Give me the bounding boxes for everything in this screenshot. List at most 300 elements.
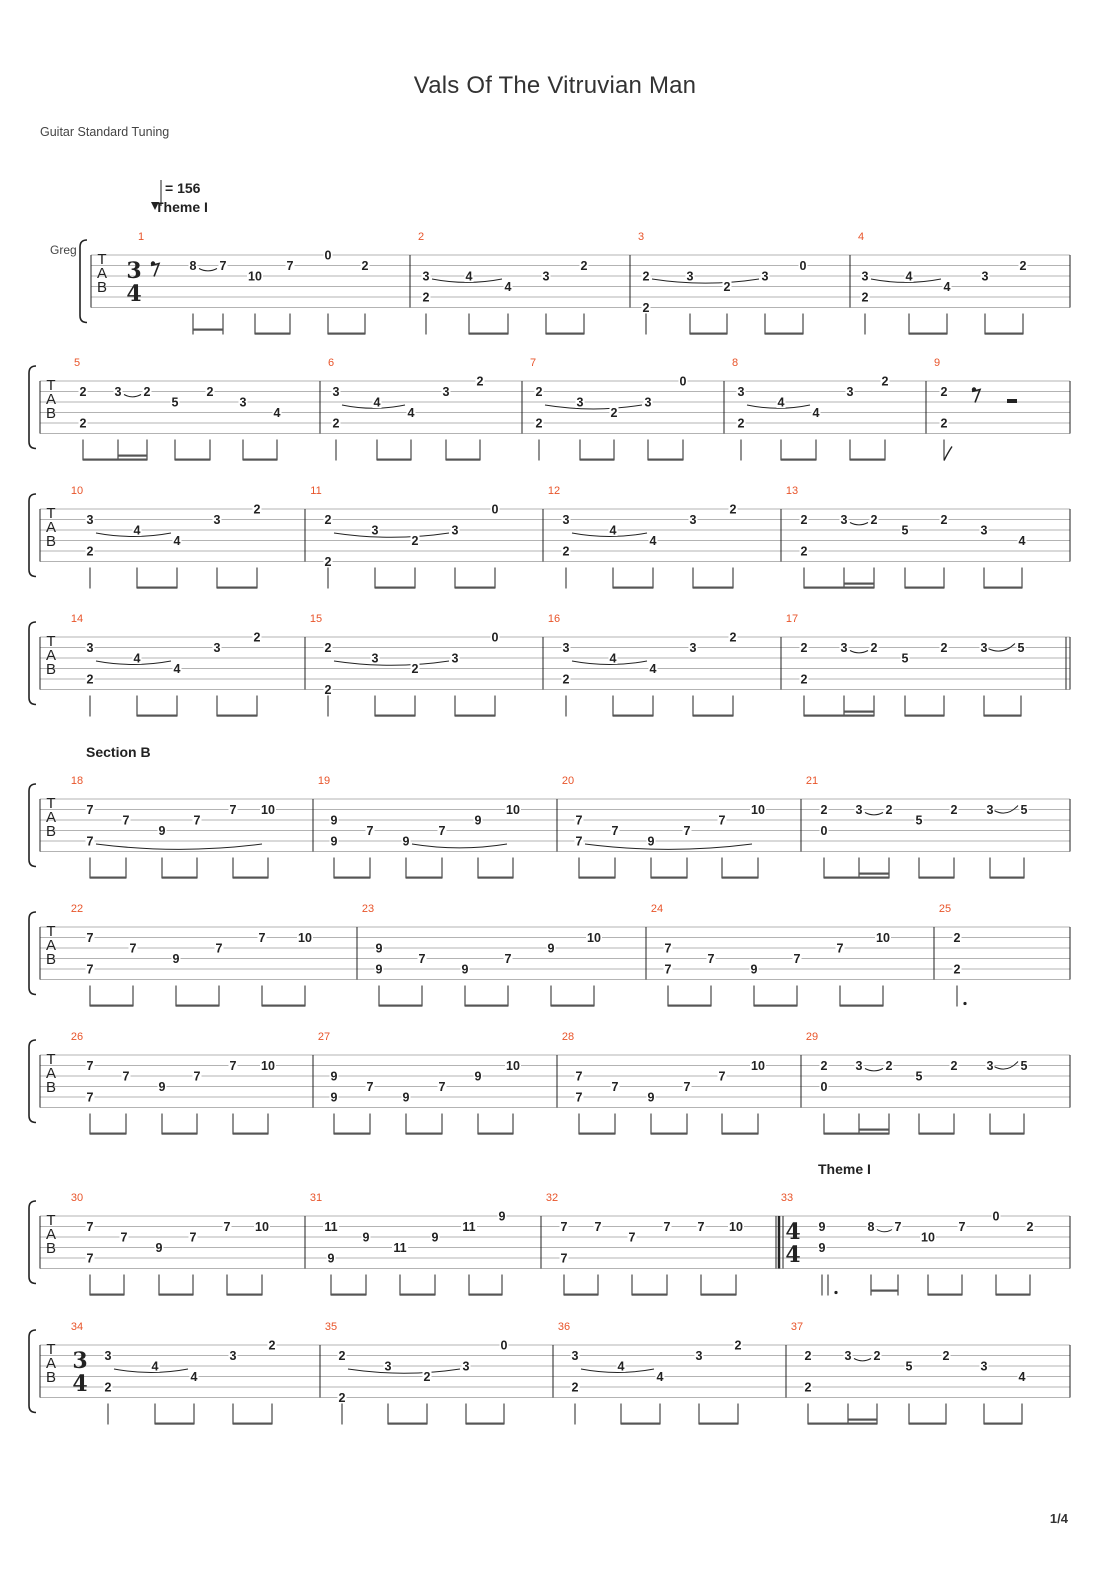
note-beam bbox=[90, 1005, 133, 1007]
fret-number: 5 bbox=[901, 651, 909, 666]
fret-number: 7 bbox=[122, 1069, 130, 1084]
note-beam bbox=[996, 1294, 1030, 1296]
fret-number: 7 bbox=[86, 962, 94, 977]
fret-number: 2 bbox=[800, 544, 808, 559]
measure-number: 30 bbox=[70, 1192, 84, 1204]
note-beam bbox=[137, 587, 177, 589]
fret-number: 2 bbox=[723, 280, 731, 294]
note-beam bbox=[375, 715, 415, 717]
fret-number: 7 bbox=[129, 941, 137, 956]
fret-number: 8 bbox=[867, 1220, 875, 1234]
note-beam bbox=[90, 1133, 126, 1135]
note-beam bbox=[388, 1423, 427, 1425]
fret-number: 9 bbox=[402, 1090, 410, 1105]
measure bbox=[318, 775, 557, 879]
fret-number: 0 bbox=[491, 502, 499, 517]
fret-number: 7 bbox=[664, 941, 672, 956]
measure bbox=[310, 613, 543, 717]
measure bbox=[71, 775, 313, 879]
fret-number: 4 bbox=[373, 395, 381, 410]
note-beam bbox=[193, 329, 223, 331]
fret-number: 2 bbox=[411, 534, 419, 548]
fret-number: 7 bbox=[707, 952, 715, 966]
fret-number: 7 bbox=[575, 834, 583, 849]
fret-number: 4 bbox=[151, 1359, 159, 1374]
fret-number: 7 bbox=[438, 824, 446, 838]
fret-number: 2 bbox=[953, 962, 961, 977]
fret-number: 3 bbox=[451, 523, 459, 538]
note-beam bbox=[233, 1133, 268, 1135]
note-beam bbox=[648, 459, 683, 461]
fret-number: 9 bbox=[330, 834, 338, 849]
time-signature-top: 4 bbox=[785, 1219, 801, 1245]
tab-clef-a: A bbox=[45, 1226, 57, 1243]
fret-number: 2 bbox=[942, 1349, 950, 1363]
fret-number: 7 bbox=[120, 1230, 128, 1245]
fret-number: 5 bbox=[915, 813, 923, 828]
measure-number: 20 bbox=[561, 775, 575, 787]
measure bbox=[530, 357, 724, 461]
measure-number: 22 bbox=[70, 903, 84, 915]
section-label: Section B bbox=[86, 744, 151, 760]
fret-number: 2 bbox=[535, 416, 543, 431]
fret-number: 2 bbox=[861, 290, 869, 305]
note-beam bbox=[722, 877, 758, 879]
fret-number: 10 bbox=[587, 931, 601, 945]
fret-number: 7 bbox=[611, 1080, 619, 1094]
fret-number: 2 bbox=[642, 301, 650, 315]
fret-number: 2 bbox=[820, 1059, 828, 1073]
measure bbox=[786, 613, 1070, 717]
measure-number: 3 bbox=[637, 231, 645, 243]
fret-number: 7 bbox=[575, 1090, 583, 1105]
fret-number: 3 bbox=[844, 1349, 852, 1363]
measure-number: 5 bbox=[73, 357, 81, 369]
fret-number: 7 bbox=[697, 1220, 705, 1234]
measure bbox=[934, 357, 1070, 461]
staff-brace bbox=[29, 912, 36, 995]
fret-number: 4 bbox=[190, 1370, 198, 1384]
measure-number: 14 bbox=[70, 613, 84, 625]
tie-arc bbox=[348, 1369, 460, 1373]
note-beam bbox=[613, 587, 653, 589]
note-beam bbox=[334, 1133, 370, 1135]
fret-number: 7 bbox=[663, 1220, 671, 1234]
fret-number: 3 bbox=[384, 1359, 392, 1374]
tab-clef-b: B bbox=[45, 405, 57, 422]
fret-number: 10 bbox=[248, 269, 262, 284]
measure bbox=[318, 1031, 557, 1135]
fret-number: 3 bbox=[840, 641, 848, 655]
fret-number: 3 bbox=[737, 385, 745, 399]
note-beam bbox=[990, 877, 1024, 879]
fret-number: 5 bbox=[1017, 641, 1025, 655]
note-beam bbox=[579, 877, 615, 879]
measure bbox=[558, 1321, 786, 1425]
fret-number: 7 bbox=[189, 1230, 197, 1245]
fret-number: 2 bbox=[940, 513, 948, 527]
tab-clef-a: A bbox=[45, 391, 57, 408]
fret-number: 7 bbox=[611, 824, 619, 838]
measure-number: 34 bbox=[70, 1321, 84, 1333]
fret-number: 9 bbox=[402, 834, 410, 849]
fret-number: 5 bbox=[171, 395, 179, 410]
fret-number: 7 bbox=[894, 1220, 902, 1234]
tie-arc bbox=[854, 1359, 871, 1361]
measure bbox=[562, 775, 801, 879]
note-beam bbox=[564, 1294, 598, 1296]
tab-clef-b: B bbox=[45, 533, 57, 550]
fret-number: 0 bbox=[820, 824, 828, 838]
measure bbox=[651, 903, 934, 1007]
tuning-label: Guitar Standard Tuning bbox=[40, 125, 170, 139]
fret-number: 7 bbox=[575, 813, 583, 828]
fret-number: 9 bbox=[474, 1069, 482, 1084]
note-beam bbox=[668, 1005, 711, 1007]
measure-number: 25 bbox=[938, 903, 952, 915]
half-rest bbox=[1007, 399, 1017, 403]
tab-clef-t: T bbox=[46, 1341, 56, 1358]
fret-number: 3 bbox=[213, 513, 221, 527]
fret-number: 7 bbox=[793, 952, 801, 966]
fret-number: 3 bbox=[986, 1059, 994, 1073]
fret-number: 3 bbox=[562, 641, 570, 655]
instrument-name: Greg bbox=[50, 243, 77, 257]
fret-number: 11 bbox=[324, 1220, 338, 1234]
fret-number: 7 bbox=[560, 1220, 568, 1234]
fret-number: 7 bbox=[560, 1251, 568, 1266]
fret-number: 9 bbox=[375, 962, 383, 977]
fret-number: 7 bbox=[229, 1059, 237, 1073]
fret-number: 4 bbox=[649, 534, 657, 548]
note-beam bbox=[455, 587, 495, 589]
tie-arc bbox=[585, 844, 752, 849]
fret-number: 2 bbox=[476, 374, 484, 389]
fret-number: 5 bbox=[1020, 1059, 1028, 1073]
tab-clef-b: B bbox=[96, 279, 108, 296]
fret-number: 2 bbox=[324, 513, 332, 527]
fret-number: 9 bbox=[330, 1069, 338, 1084]
dot-marker bbox=[963, 1002, 966, 1005]
fret-number: 9 bbox=[461, 962, 469, 977]
measure bbox=[362, 903, 646, 1007]
fret-number: 9 bbox=[750, 962, 758, 977]
fret-number: 3 bbox=[986, 803, 994, 817]
time-signature-bottom: 4 bbox=[785, 1242, 801, 1268]
measure bbox=[786, 485, 1070, 589]
measure-number: 9 bbox=[933, 357, 941, 369]
fret-number: 7 bbox=[86, 1220, 94, 1234]
note-beam bbox=[406, 877, 442, 879]
fret-number: 9 bbox=[155, 1241, 163, 1255]
fret-number: 7 bbox=[229, 803, 237, 817]
fret-number: 4 bbox=[504, 280, 512, 294]
staff-brace bbox=[29, 622, 36, 705]
note-beam bbox=[919, 877, 954, 879]
measure-number: 11 bbox=[310, 485, 322, 497]
note-beam bbox=[859, 873, 889, 875]
fret-number: 4 bbox=[609, 523, 617, 538]
fret-number: 10 bbox=[751, 803, 765, 817]
note-beam bbox=[83, 459, 147, 461]
measure bbox=[71, 1031, 313, 1135]
measure bbox=[806, 775, 1070, 879]
note-beam bbox=[233, 1423, 272, 1425]
fret-number: 10 bbox=[729, 1220, 743, 1234]
measure bbox=[546, 1192, 776, 1296]
fret-number: 2 bbox=[950, 1059, 958, 1073]
note-beam bbox=[701, 1294, 736, 1296]
tab-clef-t: T bbox=[46, 377, 56, 394]
fret-number: 2 bbox=[332, 416, 340, 431]
fret-number: 7 bbox=[193, 813, 201, 828]
note-beam bbox=[227, 1294, 262, 1296]
fret-number: 10 bbox=[506, 803, 520, 817]
note-beam bbox=[909, 1423, 946, 1425]
fret-number: 10 bbox=[255, 1220, 269, 1234]
note-beam bbox=[469, 333, 508, 335]
note-beam bbox=[754, 1005, 797, 1007]
fret-number: 2 bbox=[642, 269, 650, 284]
fret-number: 2 bbox=[580, 259, 588, 273]
tab-clef-b: B bbox=[45, 951, 57, 968]
tie-arc bbox=[850, 651, 868, 653]
measure-number: 24 bbox=[650, 903, 664, 915]
fret-number: 5 bbox=[915, 1069, 923, 1084]
fret-number: 0 bbox=[324, 248, 332, 263]
measure-number: 8 bbox=[731, 357, 739, 369]
note-beam bbox=[859, 1129, 889, 1131]
note-beam bbox=[551, 1005, 594, 1007]
fret-number: 2 bbox=[800, 513, 808, 527]
fret-number: 0 bbox=[799, 259, 807, 273]
measure bbox=[806, 1031, 1070, 1135]
note-beam bbox=[848, 1419, 877, 1421]
fret-number: 9 bbox=[547, 941, 555, 956]
tab-clef-t: T bbox=[97, 251, 107, 268]
fret-number: 7 bbox=[504, 952, 512, 966]
fret-number: 2 bbox=[729, 630, 737, 645]
note-flag bbox=[944, 447, 952, 461]
note-beam bbox=[262, 1005, 305, 1007]
fret-number: 2 bbox=[940, 385, 948, 399]
fret-number: 9 bbox=[431, 1230, 439, 1245]
fret-number: 3 bbox=[761, 269, 769, 284]
note-beam bbox=[690, 333, 727, 335]
note-beam bbox=[579, 1133, 615, 1135]
section-label: Theme I bbox=[818, 1161, 871, 1177]
fret-number: 2 bbox=[268, 1338, 276, 1353]
fret-number: 10 bbox=[921, 1230, 935, 1245]
measure-number: 26 bbox=[70, 1031, 84, 1043]
fret-number: 7 bbox=[286, 259, 294, 273]
fret-number: 9 bbox=[498, 1209, 506, 1224]
note-beam bbox=[781, 459, 816, 461]
fret-number: 2 bbox=[881, 374, 889, 389]
note-beam bbox=[465, 1005, 508, 1007]
fret-number: 7 bbox=[223, 1220, 231, 1234]
fret-number: 0 bbox=[500, 1338, 508, 1353]
fret-number: 4 bbox=[407, 406, 415, 420]
fret-number: 9 bbox=[158, 1080, 166, 1094]
fret-number: 2 bbox=[950, 803, 958, 817]
note-beam bbox=[446, 459, 480, 461]
note-beam bbox=[175, 459, 210, 461]
note-beam bbox=[840, 1005, 883, 1007]
note-beam bbox=[909, 333, 947, 335]
measure bbox=[939, 903, 1070, 1007]
tab-clef-b: B bbox=[45, 1079, 57, 1096]
note-beam bbox=[379, 1005, 422, 1007]
fret-number: 0 bbox=[491, 630, 499, 645]
fret-number: 3 bbox=[861, 269, 869, 284]
tab-clef-t: T bbox=[46, 1051, 56, 1068]
fret-number: 8 bbox=[189, 259, 197, 273]
fret-number: 2 bbox=[562, 544, 570, 559]
fret-number: 2 bbox=[873, 1349, 881, 1363]
measure-number: 7 bbox=[529, 357, 537, 369]
measure bbox=[71, 485, 305, 589]
fret-number: 7 bbox=[718, 1069, 726, 1084]
fret-number: 2 bbox=[338, 1391, 346, 1405]
note-beam bbox=[159, 1294, 193, 1296]
time-signature-bottom: 4 bbox=[126, 281, 142, 307]
measure bbox=[138, 231, 410, 335]
fret-number: 7 bbox=[418, 952, 426, 966]
fret-number: 7 bbox=[718, 813, 726, 828]
note-beam bbox=[850, 459, 885, 461]
note-beam bbox=[651, 1133, 687, 1135]
fret-number: 3 bbox=[840, 513, 848, 527]
fret-number: 3 bbox=[86, 513, 94, 527]
fret-number: 7 bbox=[366, 1080, 374, 1094]
fret-number: 9 bbox=[158, 824, 166, 838]
note-beam bbox=[804, 587, 874, 589]
fret-number: 2 bbox=[143, 385, 151, 399]
fret-number: 9 bbox=[474, 813, 482, 828]
measure-number: 18 bbox=[70, 775, 84, 787]
tab-clef-b: B bbox=[45, 661, 57, 678]
fret-number: 9 bbox=[330, 813, 338, 828]
tab-clef-t: T bbox=[46, 505, 56, 522]
fret-number: 7 bbox=[86, 931, 94, 945]
tab-clef-a: A bbox=[45, 937, 57, 954]
note-beam bbox=[984, 715, 1021, 717]
fret-number: 3 bbox=[689, 513, 697, 527]
note-beam bbox=[824, 877, 889, 879]
fret-number: 3 bbox=[855, 803, 863, 817]
fret-number: 2 bbox=[820, 803, 828, 817]
measure-number: 27 bbox=[317, 1031, 331, 1043]
note-beam bbox=[808, 1423, 877, 1425]
fret-number: 2 bbox=[79, 385, 87, 399]
fret-number: 4 bbox=[133, 651, 141, 666]
note-beam bbox=[478, 877, 513, 879]
note-beam bbox=[176, 1005, 219, 1007]
measure-number: 35 bbox=[324, 1321, 338, 1333]
measure-number: 13 bbox=[785, 485, 799, 497]
fret-number: 3 bbox=[576, 395, 584, 410]
note-beam bbox=[469, 1294, 502, 1296]
note-beam bbox=[233, 877, 268, 879]
fret-number: 4 bbox=[617, 1359, 625, 1374]
fret-number: 7 bbox=[122, 813, 130, 828]
staff-system bbox=[29, 1031, 1070, 1135]
tab-clef-a: A bbox=[96, 265, 108, 282]
staff-system bbox=[29, 744, 1070, 879]
fret-number: 3 bbox=[846, 385, 854, 399]
fret-number: 7 bbox=[628, 1230, 636, 1245]
fret-number: 3 bbox=[462, 1359, 470, 1374]
time-signature-top: 3 bbox=[72, 1348, 88, 1374]
fret-number: 9 bbox=[327, 1251, 335, 1266]
note-beam bbox=[651, 877, 687, 879]
fret-number: 2 bbox=[79, 416, 87, 431]
fret-number: 2 bbox=[804, 1380, 812, 1395]
measure-number: 16 bbox=[547, 613, 561, 625]
staff-system bbox=[29, 485, 1070, 589]
note-beam bbox=[217, 587, 257, 589]
fret-number: 7 bbox=[258, 931, 266, 945]
fret-number: 3 bbox=[980, 523, 988, 538]
fret-number: 3 bbox=[229, 1349, 237, 1363]
fret-number: 2 bbox=[104, 1380, 112, 1395]
section-label: Theme I bbox=[155, 199, 208, 215]
fret-number: 4 bbox=[465, 269, 473, 284]
staff-brace bbox=[29, 784, 36, 867]
fret-number: 2 bbox=[423, 1370, 431, 1384]
measure bbox=[325, 1321, 553, 1425]
note-beam bbox=[155, 1423, 194, 1425]
fret-number: 3 bbox=[86, 641, 94, 655]
measure bbox=[548, 485, 781, 589]
measure bbox=[562, 1031, 801, 1135]
fret-number: 7 bbox=[193, 1069, 201, 1084]
note-beam bbox=[990, 1133, 1024, 1135]
fret-number: 2 bbox=[562, 672, 570, 687]
staff-brace bbox=[29, 366, 36, 449]
fret-number: 4 bbox=[1018, 534, 1026, 548]
page-number: 1/4 bbox=[1049, 1511, 1068, 1526]
fret-number: 2 bbox=[800, 672, 808, 687]
fret-number: 2 bbox=[610, 406, 618, 420]
note-beam bbox=[375, 587, 415, 589]
fret-number: 4 bbox=[656, 1370, 664, 1384]
note-beam bbox=[406, 1133, 442, 1135]
fret-number: 0 bbox=[992, 1209, 1000, 1224]
measure-number: 10 bbox=[70, 485, 84, 497]
tab-clef-a: A bbox=[45, 1065, 57, 1082]
fret-number: 10 bbox=[751, 1059, 765, 1073]
measure-number: 32 bbox=[545, 1192, 559, 1204]
staff-system bbox=[29, 613, 1070, 717]
fret-number: 9 bbox=[172, 952, 180, 966]
fret-number: 3 bbox=[442, 385, 450, 399]
fret-number: 2 bbox=[737, 416, 745, 431]
fret-number: 2 bbox=[422, 290, 430, 305]
measure bbox=[74, 357, 320, 461]
note-beam bbox=[632, 1294, 667, 1296]
fret-number: 2 bbox=[870, 513, 878, 527]
measure-number: 17 bbox=[785, 613, 799, 625]
fret-number: 2 bbox=[804, 1349, 812, 1363]
fret-number: 4 bbox=[133, 523, 141, 538]
fret-number: 2 bbox=[885, 1059, 893, 1073]
measure-number: 1 bbox=[137, 231, 145, 243]
fret-number: 9 bbox=[330, 1090, 338, 1105]
fret-number: 2 bbox=[571, 1380, 579, 1395]
fret-number: 7 bbox=[683, 1080, 691, 1094]
